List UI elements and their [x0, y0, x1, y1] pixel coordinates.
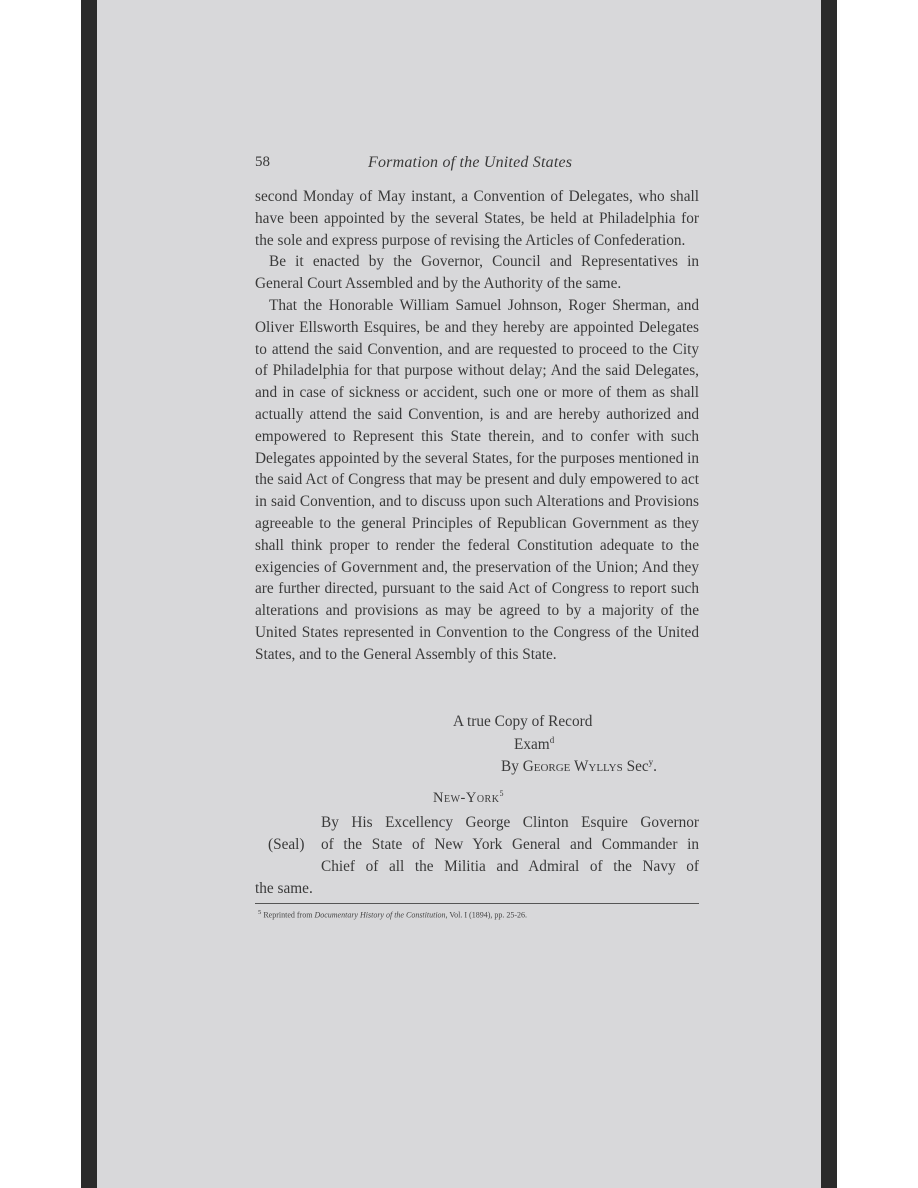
proclamation-line: of the State of New York General and Commander in: [321, 836, 699, 853]
signer-name: George Wyllys: [522, 758, 623, 776]
footnote: $^5$ Reprinted from Documentary History of the Constitution, Vol. I (1894), pp. 25-26.: [258, 909, 528, 920]
running-title: Formation of the United States: [368, 154, 573, 171]
proclamation-line: By His Excellency George Clinton Esquire Governor: [321, 814, 699, 831]
section-heading: New-York$^5$: [433, 789, 504, 806]
footnote-source: Documentary History of the Constitution: [314, 910, 446, 920]
paragraph: second Monday of May instant, a Convention of Delegates, who shall have been appointed by the several States, be held at Philadelphia for the sole and express purpose of revising the Articles of Confederation.: [255, 188, 699, 249]
paragraph: That the Honorable William Samuel Johnson, Roger Sherman, and Oliver Ellsworth Esquires, be and they hereby are appointed Delegates to attend the said Convention, and are requested to proceed to the City of Philadelphia for that purpose without delay; And the said Delegates, and in case of sickness or accident, such one or more of them as shall actually attend the said Convention, is and are hereby authorized and empowered to Represent this State therein, and to confer with such Delegates appointed by the several States, for the purposes mentioned in the said Act of Congress that may be present and duly empowered to act in said Convention, and to discuss upon such Alterations and Provisions agreeable to the general Principles of Republican Government as they shall think proper to render the federal Constitution adequate to the exigencies of Government and, the preservation of the Union; And they are further directed, pursuant to the said Act of Congress to report such alterations and provisions as may be agreed to by a majority of the United States represented in Convention to the Congress of the United States, and to the General Assembly of this State.: [255, 296, 699, 663]
attestation-signature: By George Wyllys Sec$^y$.: [501, 757, 657, 776]
page-number: 58: [255, 154, 270, 170]
seal-mark: (Seal): [268, 836, 305, 853]
attestation-line-2: Exam$^d$: [514, 735, 555, 754]
footnote-divider: [255, 903, 699, 904]
footnote-ref: 5: [499, 789, 504, 798]
body-text: [255, 186, 699, 666]
proclamation-line: Chief of all the Militia and Admiral of the Navy of: [321, 858, 699, 875]
paragraph: Be it enacted by the Governor, Council and Representatives in General Court Assembled and by the Authority of the same.: [255, 253, 699, 293]
proclamation: [255, 812, 699, 900]
attestation-line-1: A true Copy of Record: [453, 713, 593, 730]
page-header: [255, 154, 699, 180]
proclamation-line: the same.: [255, 880, 313, 897]
